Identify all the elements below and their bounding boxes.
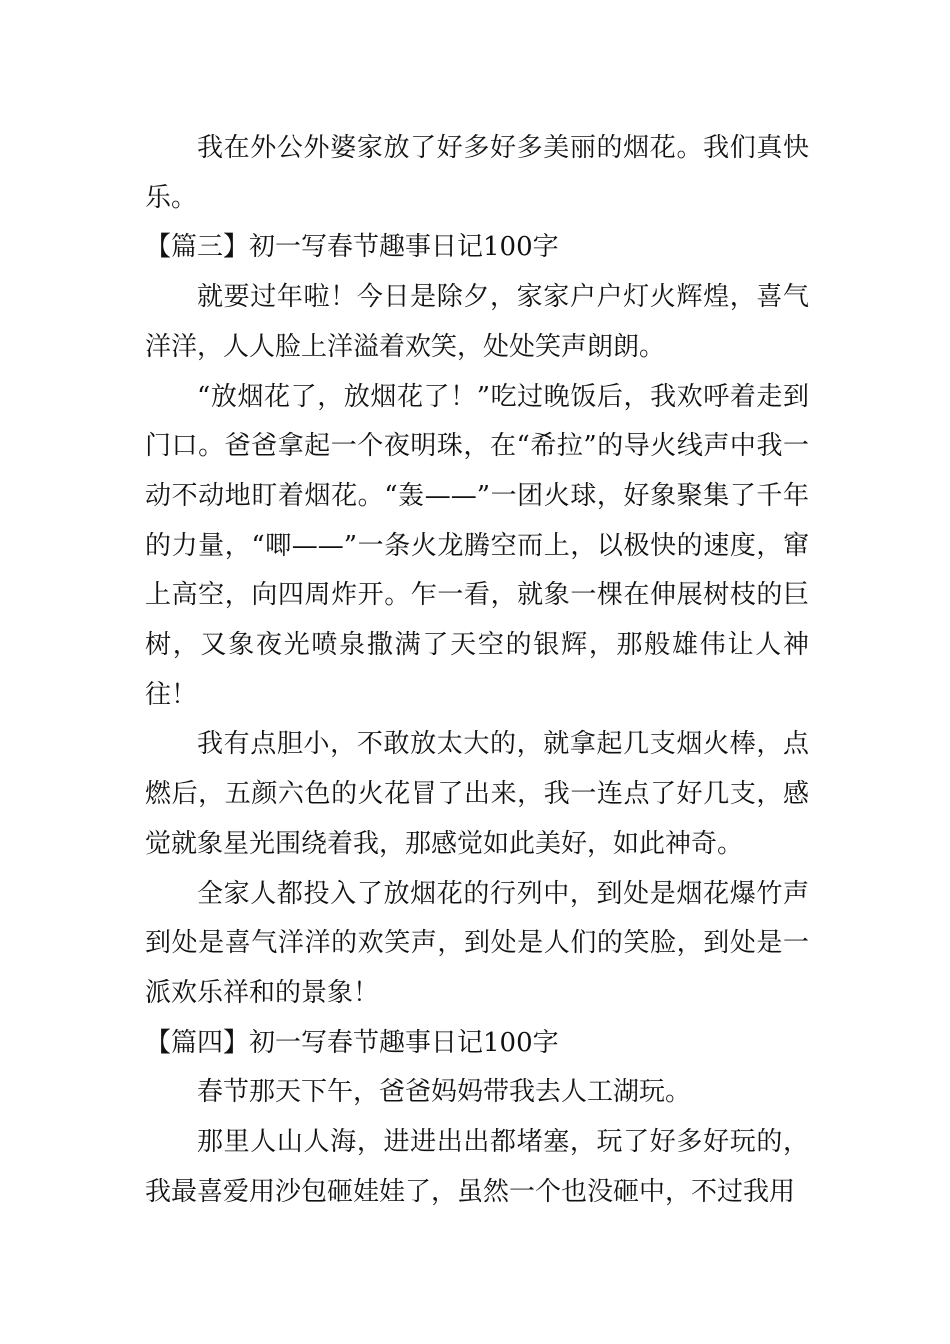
section-heading-part-three: 【篇三】初一写春节趣事日记100字 bbox=[145, 232, 559, 263]
paragraph-spring-festival-afternoon: 春节那天下午，爸爸妈妈带我去人工湖玩。 bbox=[197, 1077, 692, 1108]
paragraph-fireworks-at-grandparents: 我在外公外婆家放了好多好多美丽的烟花。我们真快乐。 bbox=[145, 133, 809, 213]
paragraph-sparklers: 我有点胆小，不敢放太大的，就拿起几支烟火棒，点燃后，五颜六色的火花冒了出来，我一连点了好几支，感觉就象星光围绕着我，那感觉如此美好，如此神奇。 bbox=[145, 729, 809, 859]
paragraph-new-years-eve: 就要过年啦！今日是除夕，家家户户灯火辉煌，喜气洋洋，人人脸上洋溢着欢笑，处处笑声朗朗。 bbox=[145, 282, 809, 362]
section-heading-part-four: 【篇四】初一写春节趣事日记100字 bbox=[145, 1027, 559, 1058]
paragraph-whole-family: 全家人都投入了放烟花的行列中，到处是烟花爆竹声到处是喜气洋洋的欢笑声，到处是人们的笑脸，到处是一派欢乐祥和的景象！ bbox=[145, 878, 809, 1008]
paragraph-crowded-lake: 那里人山人海，进进出出都堵塞，玩了好多好玩的，我最喜爱用沙包砸娃娃了，虽然一个也没砸中，不过我用 bbox=[145, 1127, 809, 1207]
paragraph-setting-off-fireworks: “放烟花了，放烟花了！”吃过晚饭后，我欢呼着走到门口。爸爸拿起一个夜明珠，在“希拉”的导火线声中我一动不动地盯着烟花。“轰——”一团火球，好象聚集了千年的力量，“唧——”一条火龙腾空而上，以极快的速度，窜上高空，向四周炸开。乍一看，就象一棵在伸展树枝的巨树，又象夜光喷泉撒满了天空的银辉，那般雄伟让人神往！ bbox=[145, 381, 809, 710]
document-body bbox=[145, 124, 809, 1217]
